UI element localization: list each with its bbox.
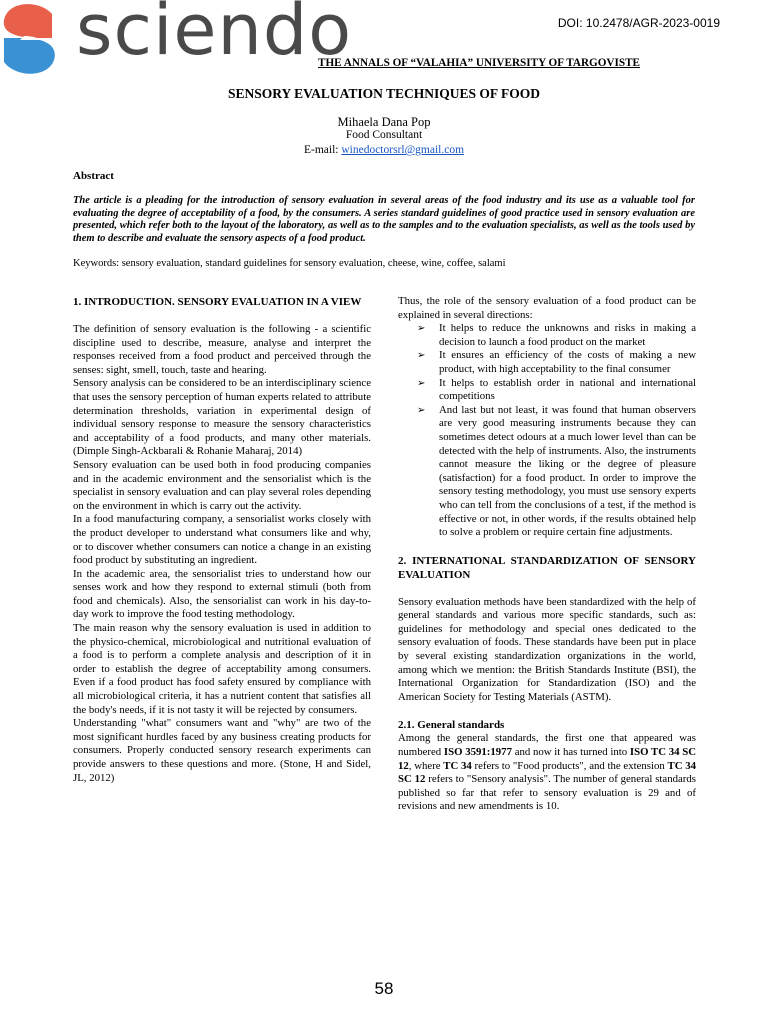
arrow-bullet-icon: ➢ (417, 350, 426, 362)
paragraph: The definition of sensory evaluation is the following - a scientific discipline used to describe, measure, analyse and interpret the responses received from a food product and perceived through the senses: sight, smell, touch, taste and hearing. (73, 323, 371, 376)
author-name: Mihaela Dana Pop (337, 115, 431, 129)
arrow-bullet-icon: ➢ (417, 323, 426, 335)
paragraph: Thus, the role of the sensory evaluation of a food product can be explained in several directions: (398, 295, 696, 321)
keywords: Keywords: sensory evaluation, standard guidelines for sensory evaluation, cheese, wine, coffee, salami (73, 258, 506, 269)
email-label: E-mail: (303, 144, 342, 156)
left-column (73, 295, 371, 785)
arrow-bullet-icon: ➢ (417, 377, 426, 389)
list-item: ➢ It ensures an efficiency of the costs of making a new product, with high acceptability to the final consumer (417, 349, 696, 375)
abstract-text: The article is a pleading for the introduction of sensory evaluation in several areas of the food industry and its use as a valuable tool for evaluating the degree of acceptability of a food, by the consumers. A series standard guidelines of good practice used in sensory evaluation are presented, which refer both to the layout of the laboratory, as well as to the samples and to the evaluation specialists, as well as the tools used by them to describe and evaluate the sensory aspects of a food product. (73, 195, 695, 244)
paragraph: Sensory analysis can be considered to be an interdisciplinary science that uses the sensory perception of human experts related to attribute determination thresholds, variation in experimental design of individual sensory response to measure the sensory characteristics and acceptability of a food products, and many other materials. (Dimple Singh-Ackbarali & Rohanie Maharaj, 2014) (73, 377, 371, 458)
paragraph: In the academic area, the sensorialist tries to understand how our senses work and how they respond to external stimuli (both from food and chemicals). Also, the sensorialist can work in his day-to-day work to improve the food testing methodology. (73, 567, 371, 621)
author-email-line (0, 144, 768, 156)
arrow-bullet-icon: ➢ (417, 404, 426, 416)
doi-label: DOI: 10.2478/AGR-2023-0019 (557, 16, 720, 30)
list-item: ➢ And last but not least, it was found that human observers are very good measuring instruments because they can sometimes detect odours at a much lower level than can be detected with the help of instruments. Also, the instruments cannot measure the liking or the degree of pleasure (satisfaction) for a food product. In order to improve the sensory testing methodology, you must use sensory experts who can tell from the conclusions of a test, if the method is effective or not, in other words, if the results obtained help to solve a problem or require certain fine adjustments. (417, 403, 696, 539)
right-column (398, 295, 696, 814)
sciendo-logo-icon (0, 0, 60, 76)
roles-list (398, 322, 696, 540)
author-affiliation: Food Consultant (345, 129, 423, 141)
article-title: SENSORY EVALUATION TECHNIQUES OF FOOD (227, 86, 541, 101)
paragraph: In a food manufacturing company, a sensorialist works closely with the product developer to understand what consumers like and why, or to discover whether consumers can notice a change in an existing food product by substituting an ingredient. (73, 513, 371, 567)
page-number: 58 (374, 979, 394, 998)
paragraph: Sensory evaluation methods have been standardized with the help of general standards and various more specific standards, such as: guidelines for methodology and special ones dedicated to the sensory evaluation of foods. These standards have been put in place by several existing standardization organizations in the world, among which we mention: the British Standards Institute (BSI), the International Organization for Standardization (ISO) and the American Society for Testing Materials (ASTM). (398, 595, 696, 703)
list-item: ➢ It helps to establish order in national and international competitions (417, 376, 696, 403)
sciendo-wordmark: sciendo (76, 0, 353, 71)
paragraph: Among the general standards, the first one that appeared was numbered ISO 3591:1977 and now it has turned into ISO TC 34 SC 12, where TC 34 refers to "Food products", and the extension TC 34 SC 12 refers to "Sensory analysis". The number of general standards published so far that refer to sensory evaluation is 29 and of revisions and new amendments is 10. (398, 732, 697, 813)
list-item: ➢ It helps to reduce the unknowns and risks in making a decision to launch a food product on the market (417, 322, 696, 348)
email-link[interactable]: winedoctorsrl@gmail.com (341, 144, 465, 156)
section-2-heading: 2. INTERNATIONAL STANDARDIZATION OF SENSORY EVALUATION (398, 554, 696, 581)
abstract-heading: Abstract (73, 170, 114, 182)
journal-title: THE ANNALS OF “VALAHIA” UNIVERSITY OF TARGOVISTE (318, 57, 641, 69)
paragraph: Understanding "what" consumers want and "why" are two of the most significant hurdles faced by any business creating products for consumers. Properly conducted sensory research experiments can provide answers to these questions and more. (Stone, H and Sidel, JL, 2012) (73, 717, 371, 784)
paragraph: Sensory evaluation can be used both in food producing companies and in the academic environment and the sensorialist which is the specialist in sensory evaluation and can play several roles depending on the environment in which is carry out the activity. (73, 458, 371, 512)
subsection-2-1-heading: 2.1. General standards (398, 719, 505, 732)
paragraph: The main reason why the sensory evaluation is used in addition to the physico-chemical, microbiological and nutritional evaluation of a food is to perform a complete analysis and description of it in order to establish the degree of acceptability among consumers. Even if a food product has food safety ensured by compliance with all microbiological criteria, it has a nutrient content that satisfies all the body's needs, if it is not tasty it will be rejected by consumers. (73, 622, 371, 716)
section-1-heading: 1. INTRODUCTION. SENSORY EVALUATION IN A VIEW (73, 296, 362, 308)
